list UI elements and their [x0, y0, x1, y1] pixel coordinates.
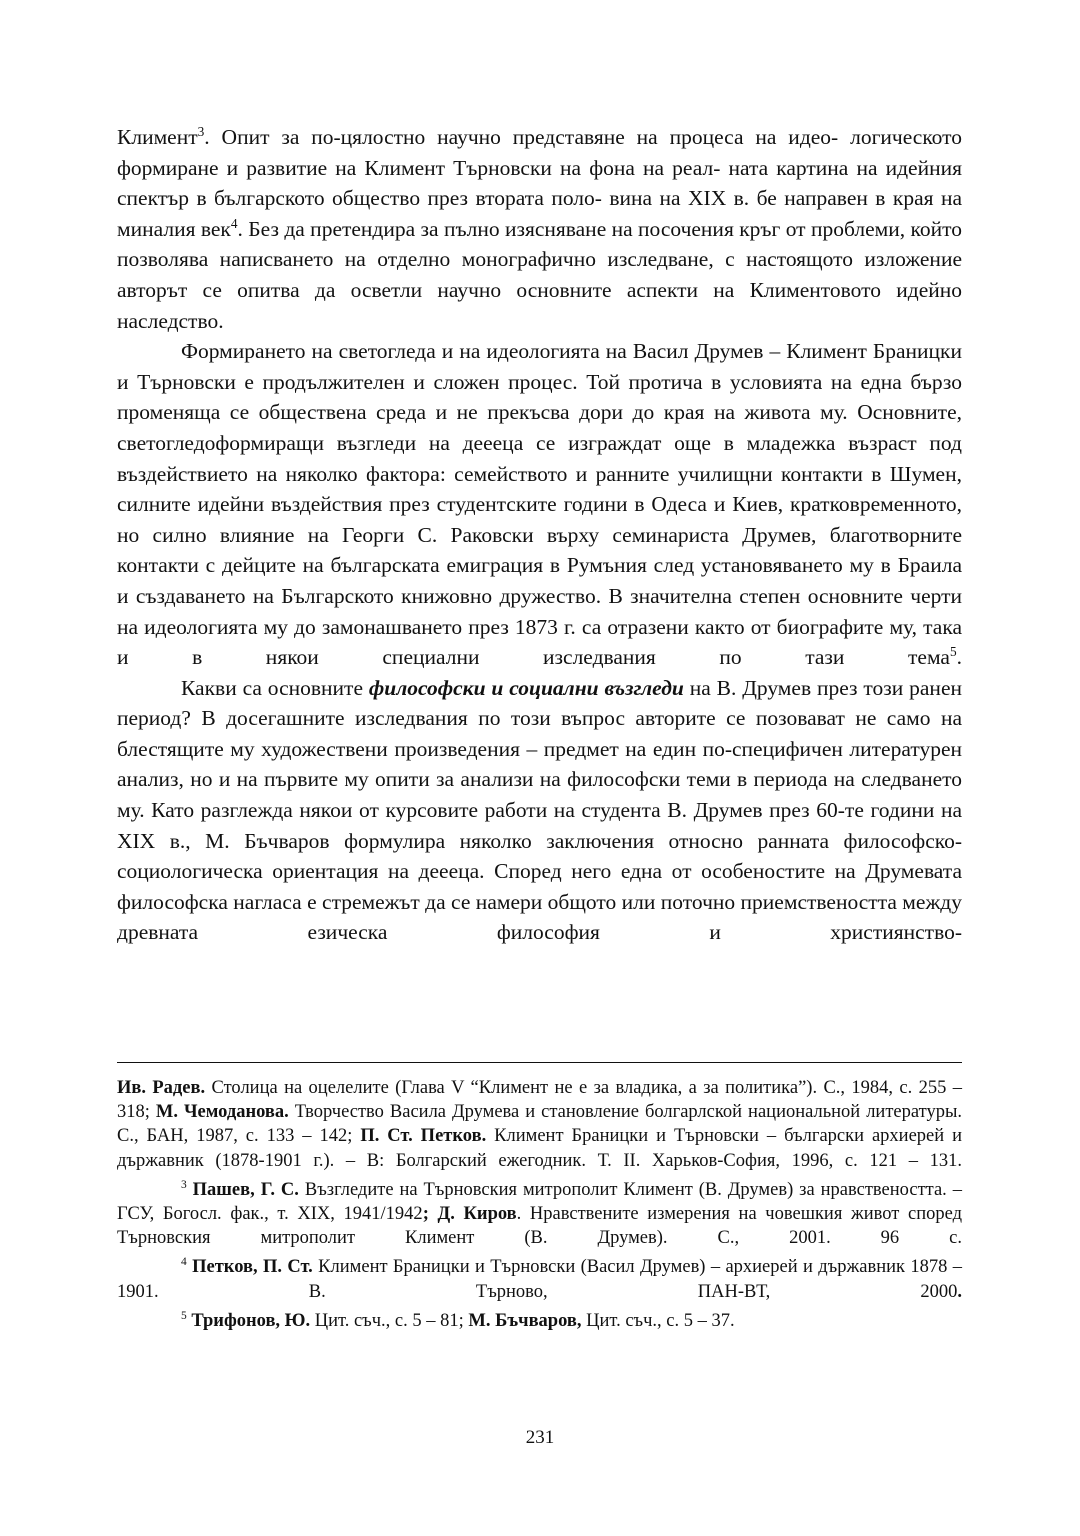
author-name: П. Ст. Петков.	[360, 1126, 487, 1147]
citation-text: Климент Браницки и Търновски – български архиерей и държавник (1878-1901 г.). – В: Болгарский ежегодник. Т. II. Харьков-София, 1996, с. 121 – 131.	[117, 1126, 962, 1171]
text-run: на В. Друмев през този ранен период? В досегашните изследвания по този въпрос авторите се позовават не само на блестящите му художествени произведения – предмет на един по-специфичен литературен анализ, но и на първите му опити за анализи на философски теми в периода на следването му. Като разглежда някои от курсовите работи на студента В. Друмев през 60-те години на XIX в., М. Бъчваров формулира няколко заключения относно ранната философско-социологическа ориентация на деееца. Според него една от особеностите на Друмевата философска нагласа е стремежът да се намери общото или поточно приемствеността между древната езическа философия и християнство-	[117, 675, 962, 945]
author-name: Пашев, Г. С.	[186, 1179, 299, 1200]
footnote-ref-3: 3	[197, 123, 205, 139]
footnote-ref-5: 5	[949, 643, 957, 659]
footnote-5	[117, 1309, 962, 1333]
footnote-number: 3	[181, 1178, 187, 1191]
paragraph-2	[117, 336, 962, 673]
footnote-number: 5	[181, 1309, 187, 1322]
author-name: ; Д. Киров	[422, 1204, 517, 1225]
citation-text: . Нравствените измерения на човешкия живот според Търновския митрополит Климент (В. Друмев). С., 2001. 96 с.	[117, 1204, 963, 1249]
paragraph-1	[117, 122, 962, 336]
text-run: Климент	[117, 125, 198, 149]
text-run: Формирането на светогледа и на идеологията на Васил Друмев – Климент Браницки и Търновски е продължителен и сложен процес. Той протича в условията на една бързо променяща се обществена среда и не прекъсва дори до края на живота му. Основните, светогледоформиращи възгледи на деееца се изграждат още в младежка възраст под въздействието на няколко фактора: семейството и ранните училищни контакти в Шумен, силните идейни въздействия през студентските години в Одеса и Киев, кратковременното, но силно влияние на Георги С. Раковски върху семинариста Друмев, благотворните контакти с дейците на българската емиграция в Румъния след установяването му в Браила и създаването на Българското книжовно дружество. В значителна степен основните черти на идеологията му до замонашването през 1873 г. са отразени както от биографите му, така и в някои специални изследвания по тази тема	[117, 339, 962, 670]
citation-text: Цит. съч., с. 5 – 81;	[310, 1310, 469, 1331]
citation-text: Климент Браницки и Търновски (Васил Друмев) – архиерей и държавник 1878 – 1901. В. Търново, ПАН-ВТ, 2000	[117, 1257, 962, 1302]
author-name: М. Чемоданова.	[155, 1102, 289, 1123]
author-name: Петков, П. Ст.	[186, 1257, 313, 1278]
footnotes	[117, 1076, 962, 1333]
footnote-ref-4: 4	[230, 215, 238, 231]
text-run: ната картина на идейния спектър в българското общество през втората поло-	[117, 155, 963, 211]
text-run: . Опит за по-цялостно научно представяне на процеса на идео-	[204, 125, 839, 149]
author-name: М. Бъчваров,	[468, 1310, 582, 1331]
footnote-number: 4	[181, 1256, 187, 1269]
text-run: Какви са основните	[181, 675, 369, 700]
citation-text: Цит. съч., с. 5 – 37.	[581, 1310, 735, 1331]
citation-text: Възгледите на Търновския митрополит Климент (В. Друмев) за нравствеността. – ГСУ, Богосл. фак., т. XIX, 1941/1942	[117, 1179, 962, 1225]
text-run: вина на XIX в. бе направен в края на миналия век	[117, 186, 962, 241]
citation-text: .	[957, 1281, 962, 1302]
footnote-continued	[117, 1076, 962, 1173]
text-run: логическото формиране и развитие на Климент Търновски на фона на реал-	[117, 125, 963, 180]
paragraph-3	[117, 673, 962, 948]
text-run: .	[956, 645, 962, 670]
page-number: 231	[525, 1427, 555, 1448]
text-run: . Без да претендира за пълно изясняване на посочения кръг от проблеми, който позволява написването на отделно монографично изследване, с настоящото изложение авторът се опитва да осветли научно основните аспекти на Климентовото идейно наследство.	[117, 216, 962, 333]
citation-text: Столица на оцелелите (Глава V “Климент не е за владика, а за политика”). С., 1984, с. 255 – 318;	[117, 1078, 962, 1123]
footnote-separator	[117, 1062, 962, 1063]
main-text	[117, 122, 962, 948]
citation-text: Творчество Васила Друмева и становление болгарлской национальной литературы. С., БАН, 1987, с. 133 – 142;	[117, 1102, 963, 1147]
footnote-4	[117, 1255, 962, 1303]
footnote-3	[117, 1178, 962, 1251]
emphasis-text: философски и социални възгледи	[368, 675, 684, 700]
author-name: Ив. Радев.	[117, 1078, 206, 1098]
author-name: Трифонов, Ю.	[186, 1310, 311, 1331]
